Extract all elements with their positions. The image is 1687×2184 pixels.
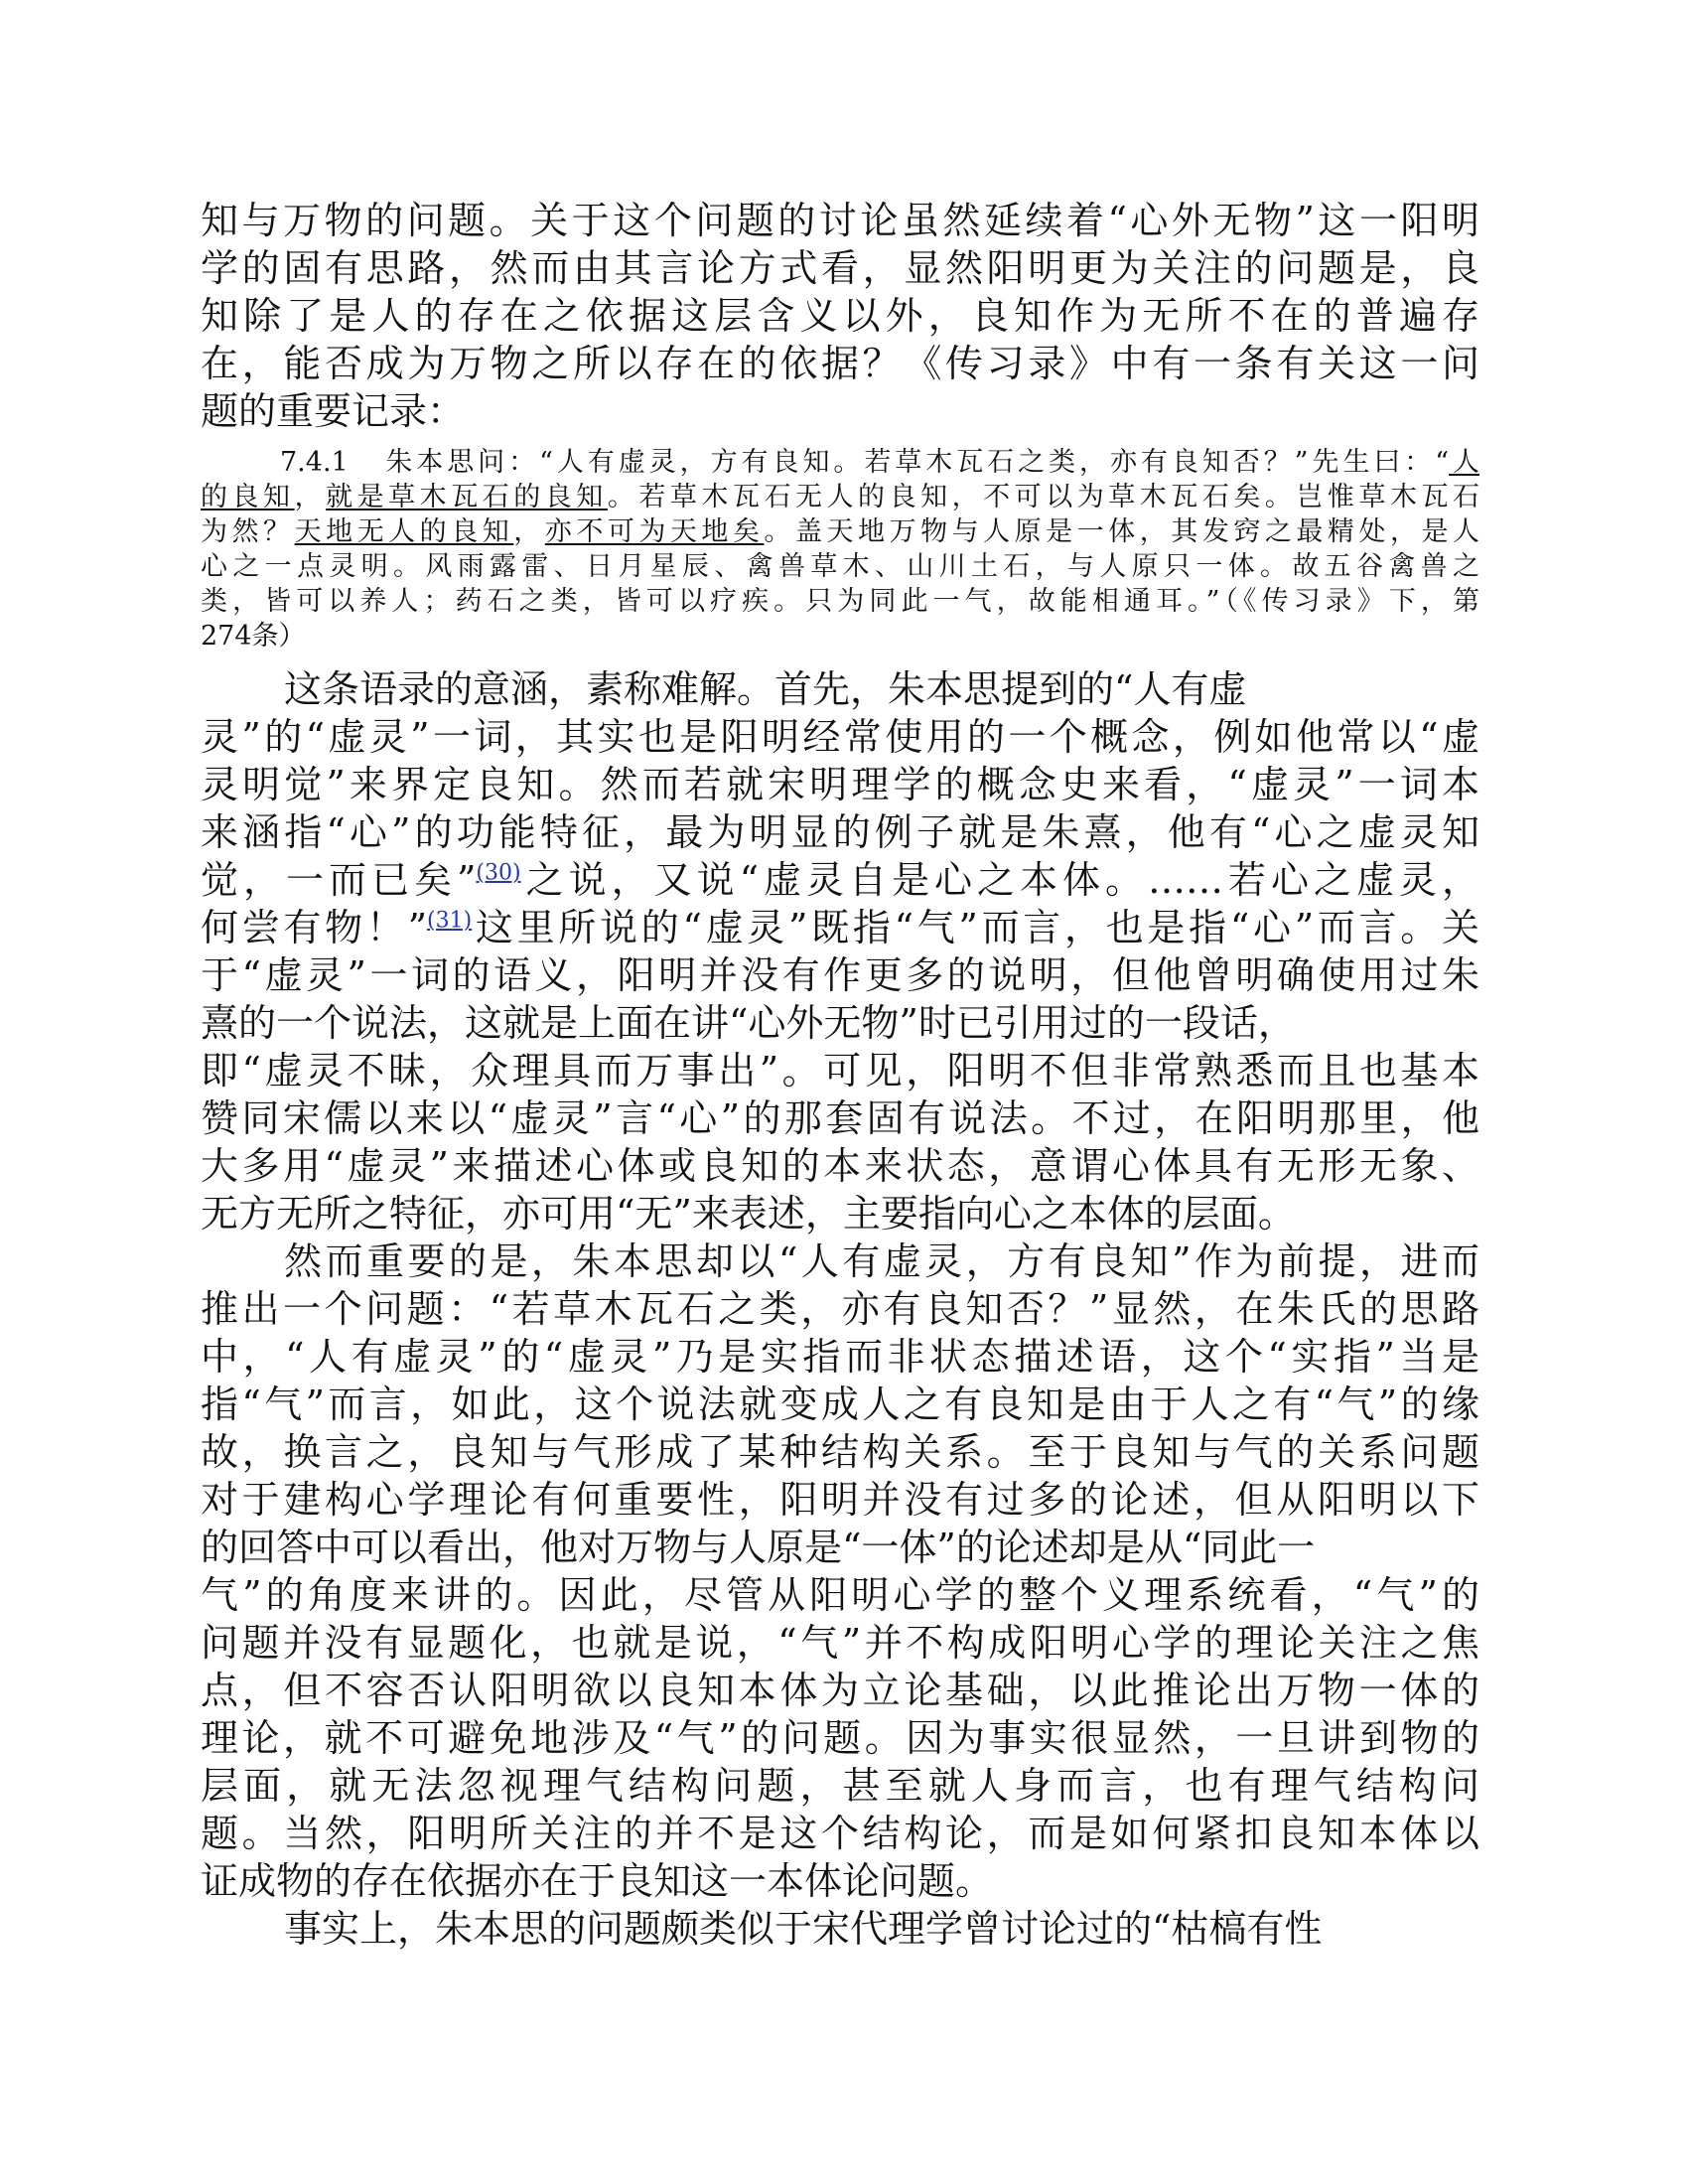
- quote-text: 。盖天地万物与人原是一体，其发窍之最精处，是人: [764, 516, 1480, 547]
- text-line: 中，“人有虚灵”的“虚灵”乃是实指而非状态描述语，这个“实指”当是: [201, 1335, 1479, 1379]
- paragraph-4: [201, 1905, 1479, 1953]
- text-line: 无方无所之特征，亦可用“无”来表述，主要指向心之本体的层面。: [201, 1192, 1296, 1236]
- text-line: 学的固有思路，然而由其言论方式看，显然阳明更为关注的问题是，良: [201, 246, 1479, 290]
- underlined-text: 就是草木瓦石的良知: [326, 482, 608, 512]
- underlined-text: 天地无人的良知: [294, 516, 514, 547]
- paragraph-2: [201, 665, 1479, 1238]
- quote-text: 朱本思问：“人有虚灵，方有良知。若草木瓦石之类，亦有良知否？”先生曰：“: [385, 447, 1450, 478]
- text-line: 题。当然，阳明所关注的并不是这个结构论，而是如何紧扣良知本体以: [201, 1812, 1479, 1855]
- text-line: 指“气”而言，如此，这个说法就变成人之有良知是由于人之有“气”的缘: [201, 1383, 1479, 1426]
- text-line: 层面，就无法忽视理气结构问题，甚至就人身而言，也有理气结构问: [201, 1764, 1479, 1808]
- text: 何尝有物！”: [201, 906, 427, 949]
- text-line: 问题并没有显题化，也就是说，“气”并不构成阳明心学的理论关注之焦: [201, 1621, 1479, 1665]
- quote-line: [201, 480, 1479, 514]
- text-line: 题的重要记录：: [201, 389, 466, 433]
- quote-line: 274条）: [201, 621, 306, 652]
- text-line: 知与万物的问题。关于这个问题的讨论虽然延续着“心外无物”这一阳明: [201, 199, 1479, 242]
- quote-line: 心之一点灵明。风雨露雷、日月星辰、禽兽草木、山川土石，与人原只一体。故五谷禽兽之: [201, 551, 1479, 582]
- quote-number: 7.4.1: [280, 447, 349, 478]
- text-line: 理论，就不可避免地涉及“气”的问题。因为事实很显然，一旦讲到物的: [201, 1716, 1479, 1760]
- text-line: 推出一个问题：“若草木瓦石之类，亦有良知否？”显然，在朱氏的思路: [201, 1287, 1479, 1331]
- quote-line: 类，皆可以养人；药石之类，皆可以疗疾。只为同此一气，故能相通耳。”（《传习录》下，第: [201, 586, 1479, 617]
- text-line: 然而重要的是，朱本思却以“人有虚灵，方有良知”作为前提，进而: [284, 1239, 1479, 1283]
- text-line: 大多用“虚灵”来描述心体或良知的本来状态，意谓心体具有无形无象、: [201, 1144, 1479, 1188]
- paragraph-3: [201, 1238, 1479, 1905]
- text-line: 灵”的“虚灵”一词，其实也是阳明经常使用的一个概念，例如他常以“虚: [201, 715, 1479, 759]
- underlined-text: 的良知: [201, 482, 295, 512]
- underlined-text: 亦不可为天地矣: [544, 516, 765, 547]
- text-line: 熹的一个说法，这就是上面在讲“心外无物”时已引用过的一段话，: [201, 1001, 1296, 1045]
- text-line: 对于建构心学理论有何重要性，阳明并没有过多的论述，但从阳明以下: [201, 1478, 1479, 1522]
- text-line: [201, 904, 1479, 951]
- text: 觉，一而已矣”: [201, 858, 477, 902]
- text: 之说，又说“虚灵自是心之本体。……若心之虚灵，: [520, 858, 1479, 902]
- text-line: 点，但不容否认阳明欲以良知本体为立论基础，以此推论出万物一体的: [201, 1669, 1479, 1712]
- paragraph-1: [201, 197, 1479, 435]
- underlined-text: 人: [1449, 447, 1479, 478]
- text-line: 故，换言之，良知与气形成了某种结构关系。至于良知与气的关系问题: [201, 1430, 1479, 1474]
- block-quote: [201, 445, 1479, 654]
- footnote-link-30[interactable]: (30): [476, 860, 521, 886]
- quote-text: 。若草木瓦石无人的良知，不可以为草木瓦石矣。岂惟草木瓦石: [607, 482, 1480, 512]
- text-line: 灵明觉”来界定良知。然而若就宋明理学的概念史来看，“虚灵”一词本: [201, 763, 1479, 806]
- text-line: 证成物的存在依据亦在于良知这一本体论问题。: [201, 1859, 994, 1903]
- text-line: 在，能否成为万物之所以存在的依据？《传习录》中有一条有关这一问: [201, 342, 1479, 385]
- quote-text: ，: [294, 482, 327, 512]
- text-line: 来涵指“心”的功能特征，最为明显的例子就是朱熹，他有“心之虚灵知: [201, 810, 1479, 854]
- text-line: 于“虚灵”一词的语义，阳明并没有作更多的说明，但他曾明确使用过朱: [201, 953, 1479, 997]
- text-line: 事实上，朱本思的问题颇类似于宋代理学曾讨论过的“枯槁有性: [284, 1907, 1323, 1951]
- document-page: [201, 197, 1479, 1953]
- footnote-link-31[interactable]: (31): [427, 908, 473, 934]
- text-line: 知除了是人的存在之依据这层含义以外，良知作为无所不在的普遍存: [201, 294, 1479, 338]
- text-line: 气”的角度来讲的。因此，尽管从阳明心学的整个义理系统看，“气”的: [201, 1573, 1479, 1617]
- text-line: 这条语录的意涵，素称难解。首先，朱本思提到的“人有虚: [284, 667, 1247, 711]
- text: 这里所说的“虚灵”既指“气”而言，也是指“心”而言。关: [472, 906, 1479, 949]
- quote-line: [201, 445, 1479, 480]
- text-line: 即“虚灵不昧，众理具而万事出”。可见，阳明不但非常熟悉而且也基本: [201, 1049, 1479, 1092]
- text-line: [201, 856, 1479, 904]
- quote-line: [201, 514, 1479, 549]
- text-line: 的回答中可以看出，他对万物与人原是“一体”的论述却是从“同此一: [201, 1526, 1316, 1569]
- quote-text: ，: [513, 516, 545, 547]
- text-line: 赞同宋儒以来以“虚灵”言“心”的那套固有说法。不过，在阳明那里，他: [201, 1096, 1479, 1140]
- quote-text: 为然？: [201, 516, 295, 547]
